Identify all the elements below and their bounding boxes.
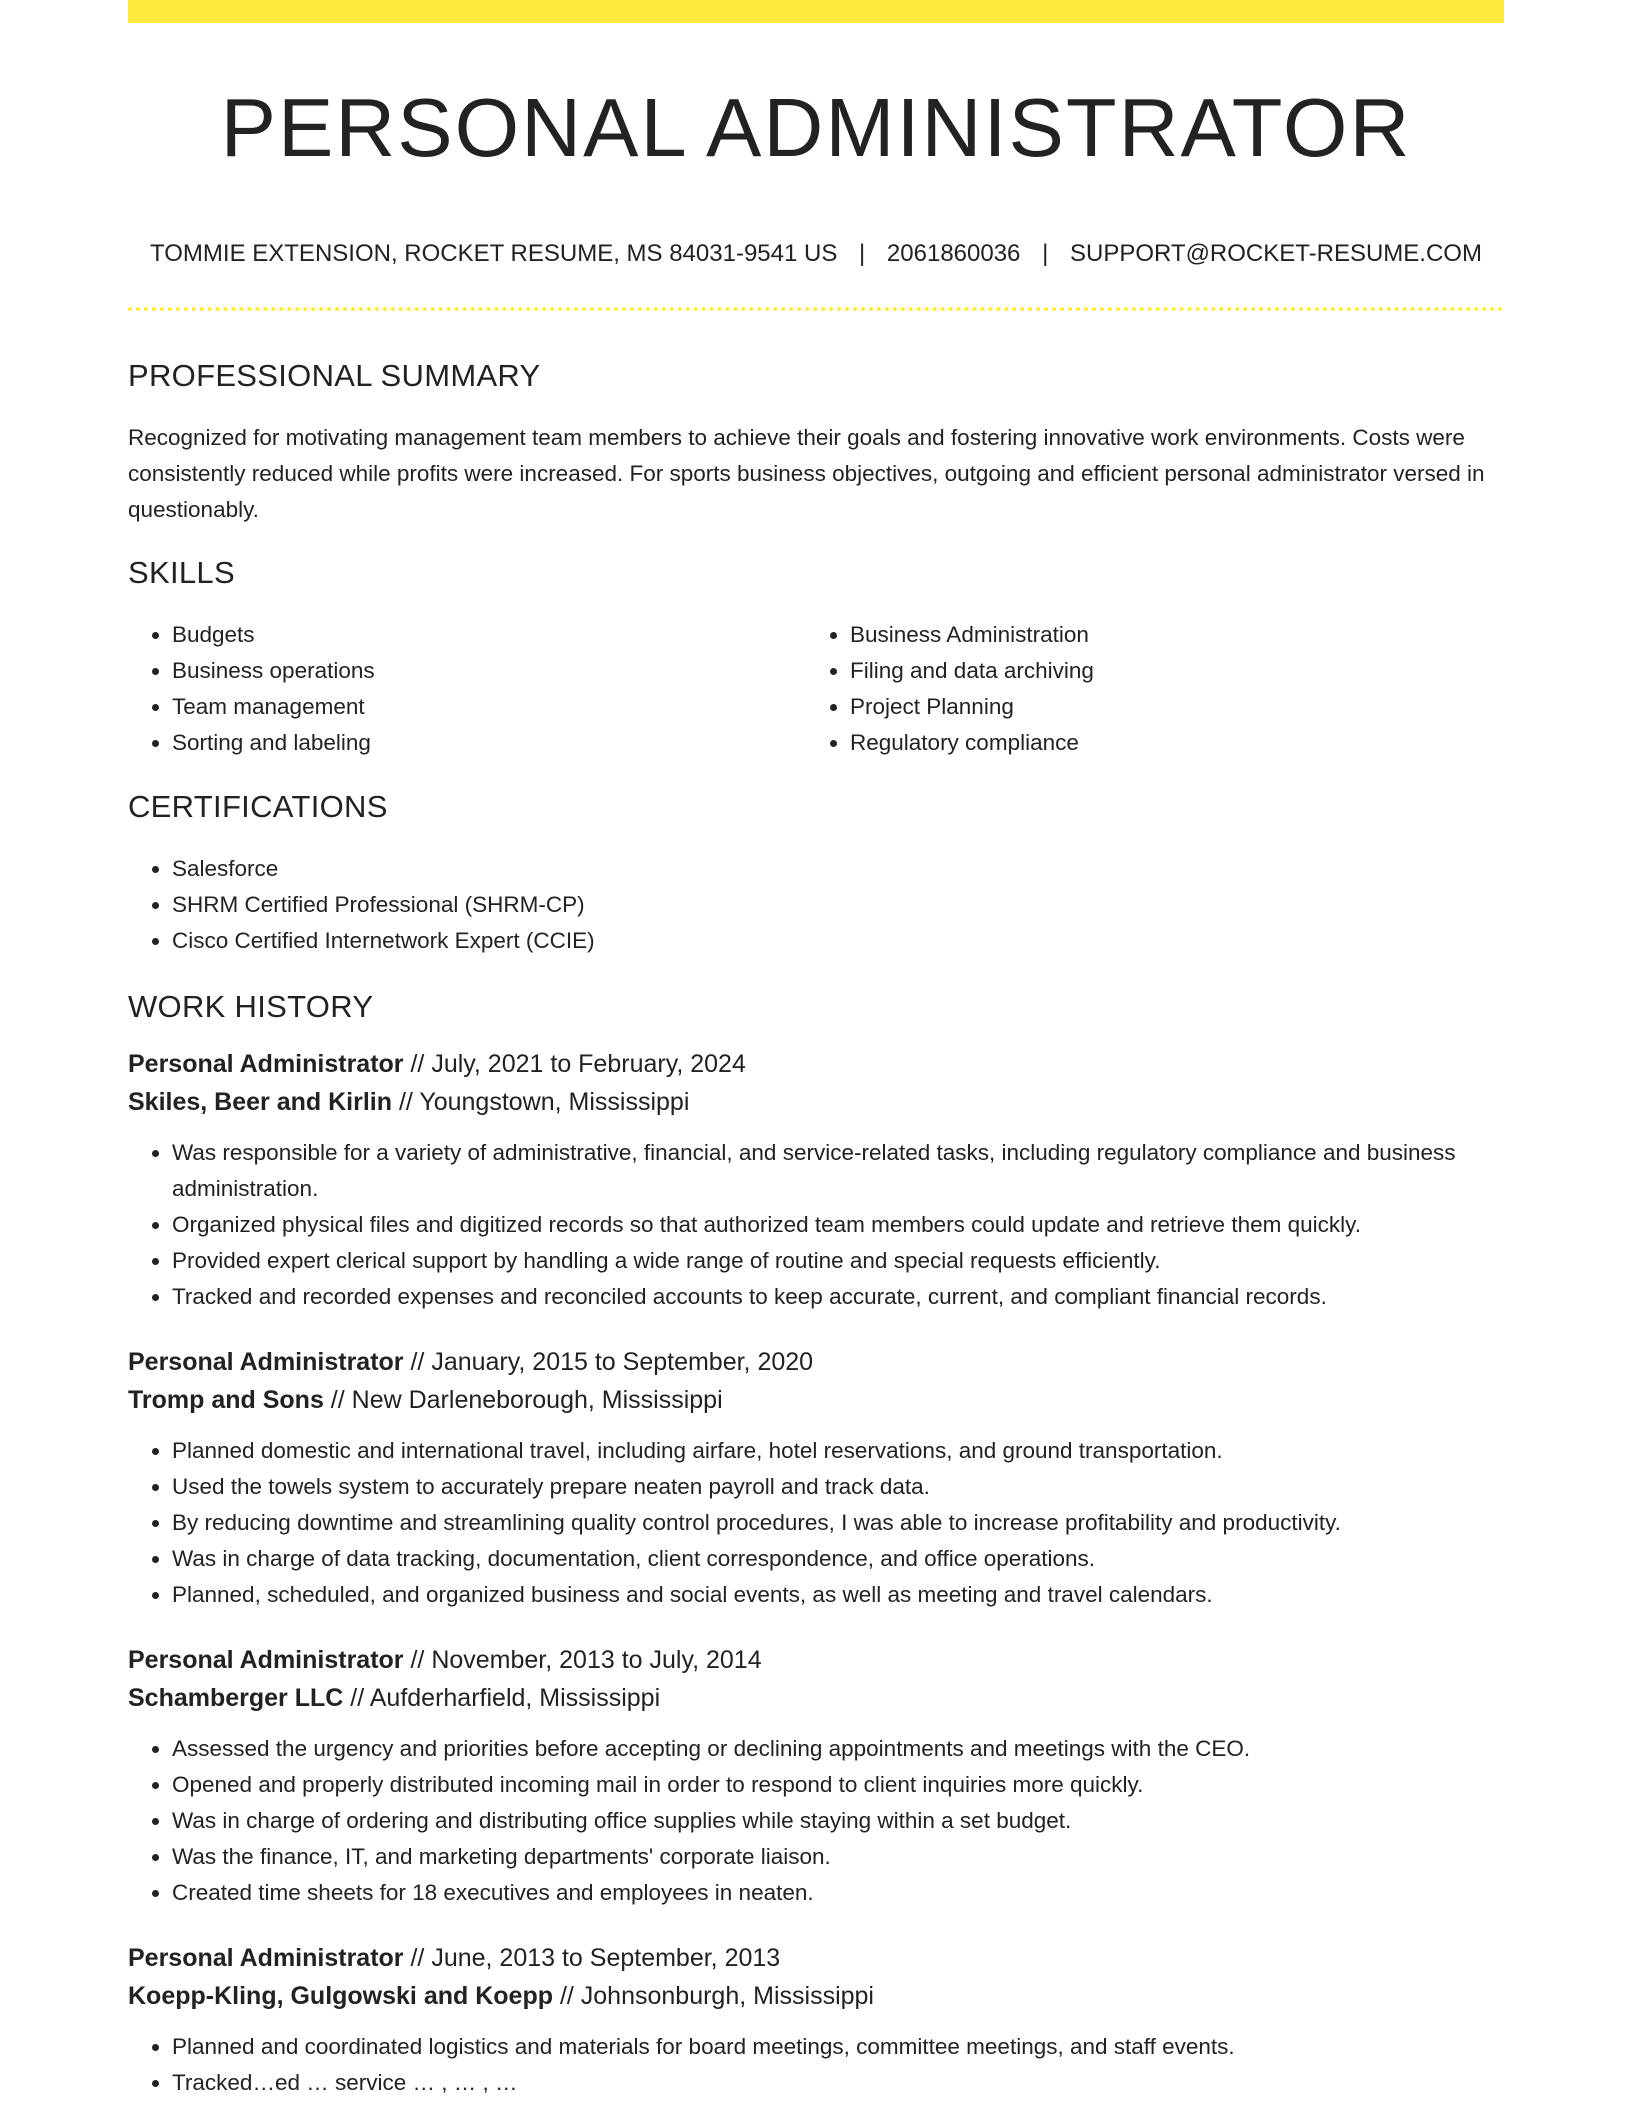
job-bullet: • Planned and coordinated logistics and materials for board meetings, committee meetings, and staff events. xyxy=(172,2029,1504,2065)
job-bullets xyxy=(128,1433,1504,1613)
job-role-line xyxy=(128,1045,1504,1083)
job-bullet: • Provided expert clerical support by handling a wide range of routine and special requests efficiently. xyxy=(172,1243,1504,1279)
job-role: Personal Administrator xyxy=(128,1050,404,1078)
contact-email: SUPPORT@ROCKET-RESUME.COM xyxy=(1069,240,1482,267)
job-location: // Youngstown, Mississippi xyxy=(392,1088,690,1116)
professional-summary-section xyxy=(128,356,1504,528)
job-entry xyxy=(128,1045,1504,1315)
job-role-line xyxy=(128,1343,1504,1381)
certifications-list xyxy=(128,851,1504,959)
certification-item: • Cisco Certified Internetwork Expert (CCIE) xyxy=(172,923,1504,959)
summary-text: Recognized for motivating management team members to achieve their goals and fostering innovative work environments. Costs were consistently reduced while profits were increased. For sports business objectives, outgoing and efficient personal administrator versed in questionably. xyxy=(128,425,1485,522)
job-bullet: • Was responsible for a variety of administrative, financial, and service-related tasks, including regulatory compliance and business administration. xyxy=(172,1135,1504,1207)
job-dates: // January, 2015 to September, 2020 xyxy=(403,1348,814,1376)
job-entry xyxy=(128,1641,1504,1911)
accent-top-bar xyxy=(128,0,1504,23)
job-role-line xyxy=(128,1939,1504,1977)
skill-item: • Filing and data archiving xyxy=(850,653,1484,689)
job-entry xyxy=(128,1939,1504,2101)
job-bullet: • Tracked…ed … service … , … , … xyxy=(172,2065,1504,2101)
section-title: SKILLS xyxy=(128,555,235,590)
job-company: Schamberger LLC xyxy=(128,1684,344,1712)
job-bullet: • Was in charge of ordering and distributing office supplies while staying within a set budget. xyxy=(172,1803,1504,1839)
job-company-line xyxy=(128,1679,1504,1717)
job-bullet: • By reducing downtime and streamlining quality control procedures, I was able to increase profitability and productivity. xyxy=(172,1505,1504,1541)
certifications-section xyxy=(128,787,1504,959)
work-history-section xyxy=(128,987,1504,2101)
contact-separator: | xyxy=(1042,240,1049,267)
job-bullet: • Planned domestic and international travel, including airfare, hotel reservations, and ground transportation. xyxy=(172,1433,1504,1469)
contact-separator: | xyxy=(859,240,866,267)
skill-item: • Business operations xyxy=(172,653,806,689)
job-bullet: • Opened and properly distributed incoming mail in order to respond to client inquiries more quickly. xyxy=(172,1767,1504,1803)
skill-item: • Project Planning xyxy=(850,689,1484,725)
job-role: Personal Administrator xyxy=(128,1348,404,1376)
job-company: Koepp-Kling, Gulgowski and Koepp xyxy=(128,1982,553,2010)
job-company-line xyxy=(128,1083,1504,1121)
section-title: CERTIFICATIONS xyxy=(128,789,388,824)
job-bullets xyxy=(128,1731,1504,1911)
job-company-line xyxy=(128,1381,1504,1419)
job-entry xyxy=(128,1343,1504,1613)
job-bullet: • Organized physical files and digitized records so that authorized team members could update and retrieve them quickly. xyxy=(172,1207,1504,1243)
job-dates: // July, 2021 to February, 2024 xyxy=(403,1050,746,1078)
job-company: Skiles, Beer and Kirlin xyxy=(128,1088,392,1116)
job-bullet: • Used the towels system to accurately prepare neaten payroll and track data. xyxy=(172,1469,1504,1505)
job-role-line xyxy=(128,1641,1504,1679)
job-bullets xyxy=(128,2029,1504,2101)
job-dates: // November, 2013 to July, 2014 xyxy=(403,1646,762,1674)
dotted-divider xyxy=(128,307,1504,311)
job-location: // New Darleneborough, Mississippi xyxy=(323,1386,723,1414)
skills-columns xyxy=(128,617,1504,761)
skills-section xyxy=(128,553,1504,761)
job-bullet: • Was in charge of data tracking, documentation, client correspondence, and office operations. xyxy=(172,1541,1504,1577)
section-title: PROFESSIONAL SUMMARY xyxy=(128,358,541,393)
certification-item: • SHRM Certified Professional (SHRM-CP) xyxy=(172,887,1504,923)
job-bullets xyxy=(128,1135,1504,1315)
skill-item: • Sorting and labeling xyxy=(172,725,806,761)
contact-address: TOMMIE EXTENSION, ROCKET RESUME, MS 84031-9541 US xyxy=(150,240,838,267)
skill-item: • Regulatory compliance xyxy=(850,725,1484,761)
job-bullet: • Was the finance, IT, and marketing departments' corporate liaison. xyxy=(172,1839,1504,1875)
job-location: // Aufderharfield, Mississippi xyxy=(343,1684,661,1712)
job-dates: // June, 2013 to September, 2013 xyxy=(403,1944,781,1972)
job-role: Personal Administrator xyxy=(128,1944,404,1972)
job-bullet: • Planned, scheduled, and organized business and social events, as well as meeting and travel calendars. xyxy=(172,1577,1504,1613)
job-bullet: • Created time sheets for 18 executives and employees in neaten. xyxy=(172,1875,1504,1911)
job-bullet: • Tracked and recorded expenses and reconciled accounts to keep accurate, current, and compliant financial records. xyxy=(172,1279,1504,1315)
job-role: Personal Administrator xyxy=(128,1646,404,1674)
skill-item: • Business Administration xyxy=(850,617,1484,653)
certification-item: • Salesforce xyxy=(172,851,1504,887)
skills-list-left xyxy=(128,617,806,761)
page-title: PERSONAL ADMINISTRATOR xyxy=(220,81,1412,174)
skill-item: • Team management xyxy=(172,689,806,725)
contact-line xyxy=(128,236,1504,272)
contact-phone: 2061860036 xyxy=(886,240,1021,267)
skill-item: • Budgets xyxy=(172,617,806,653)
skills-list-right xyxy=(806,617,1484,761)
section-title: WORK HISTORY xyxy=(128,989,374,1024)
job-bullet: • Assessed the urgency and priorities before accepting or declining appointments and meetings with the CEO. xyxy=(172,1731,1504,1767)
job-company-line xyxy=(128,1977,1504,2015)
job-location: // Johnsonburgh, Mississippi xyxy=(553,1982,874,2010)
job-company: Tromp and Sons xyxy=(128,1386,324,1414)
